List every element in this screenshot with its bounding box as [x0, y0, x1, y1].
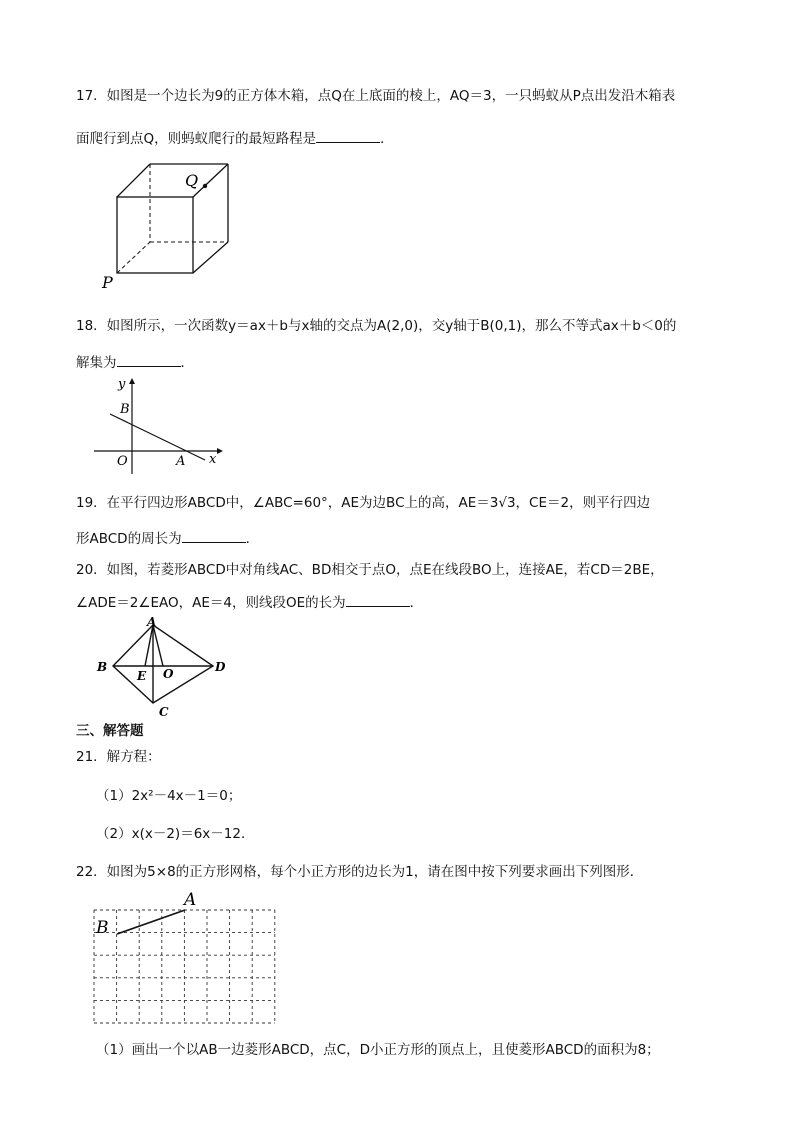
label-o: O: [117, 454, 128, 469]
label-a: A: [147, 615, 157, 629]
cube-figure: [100, 160, 240, 292]
cube-front-face: [117, 197, 193, 273]
q20-line1: 20．如图，若菱形ABCD中对角线AC、BD相交于点O，点E在线段BO上，连接AE，若CD＝2BE，: [76, 562, 664, 578]
q18-line1: 18．如图所示，一次函数y＝ax＋b与x轴的交点为A(2,0)，交y轴于B(0,1)，那么不等式ax＋b＜0的: [76, 318, 677, 334]
label-a: A: [184, 890, 197, 910]
square-grid-figure: [90, 890, 290, 1030]
label-d: D: [215, 660, 226, 674]
rhombus-figure: [95, 617, 235, 717]
q18-line2-before: 解集为: [76, 355, 117, 371]
point-q-marker: [203, 184, 207, 188]
label-a: A: [176, 454, 186, 469]
q19-line2-after: ．: [245, 531, 260, 547]
q22-title: 22．如图为5×8的正方形网格，每个小正方形的边长为1，请在图中按下列要求画出下列图形．: [76, 864, 644, 880]
label-y: y: [118, 377, 126, 392]
grid-lines: [94, 910, 275, 1023]
q19-line1: 19．在平行四边形ABCD中，∠ABC=60°，AE为边BC上的高，AE＝3√3，CE＝2，则平行四边: [76, 495, 651, 511]
q18-line2: [76, 352, 194, 373]
label-c: C: [159, 705, 169, 719]
q20-line2: [76, 592, 423, 613]
q19-line2-before: 形ABCD的周长为: [76, 531, 182, 547]
x-axis-arrow: [217, 448, 223, 454]
segment-ab: [117, 910, 185, 934]
q21-part2: （2）x(x－2)＝6x－12．: [96, 826, 255, 842]
q21-part1: （1）2x²－4x－1＝0；: [96, 788, 242, 804]
q19-answer-blank: [182, 528, 246, 543]
linear-function-graph: [92, 378, 232, 478]
q17-line2-before: 面爬行到点Q，则蚂蚁爬行的最短路程是: [76, 131, 317, 147]
label-o: O: [163, 667, 174, 681]
q18-line2-after: ．: [180, 355, 194, 371]
q18-answer-blank: [117, 352, 181, 367]
label-b: B: [97, 660, 108, 674]
label-q: Q: [185, 171, 199, 190]
q17-line1: 17．如图是一个边长为9的正方体木箱，点Q在上底面的棱上，AQ＝3，一只蚂蚁从P点出发沿木箱表: [76, 88, 676, 104]
q20-line2-after: ．: [409, 595, 424, 611]
section-title: 三、解答题: [76, 723, 144, 739]
q17-line2: [76, 128, 394, 149]
q21-title: 21．解方程：: [76, 749, 161, 765]
y-axis-arrow: [129, 378, 135, 384]
q17-answer-blank: [316, 128, 380, 143]
q22-part1: （1）画出一个以AB一边菱形ABCD，点C，D小正方形的顶点上，且使菱形ABCD的面积为8；: [96, 1042, 660, 1058]
label-e: E: [137, 669, 147, 683]
label-b: B: [96, 918, 109, 938]
q17-line2-after: ．: [380, 131, 394, 147]
q19-line2: [76, 528, 259, 549]
label-p: P: [102, 273, 113, 292]
q20-line2-before: ∠ADE＝2∠EAO，AE＝4，则线段OE的长为: [76, 595, 346, 611]
q20-answer-blank: [346, 592, 410, 607]
label-b: B: [120, 402, 130, 417]
label-x: x: [209, 452, 217, 467]
